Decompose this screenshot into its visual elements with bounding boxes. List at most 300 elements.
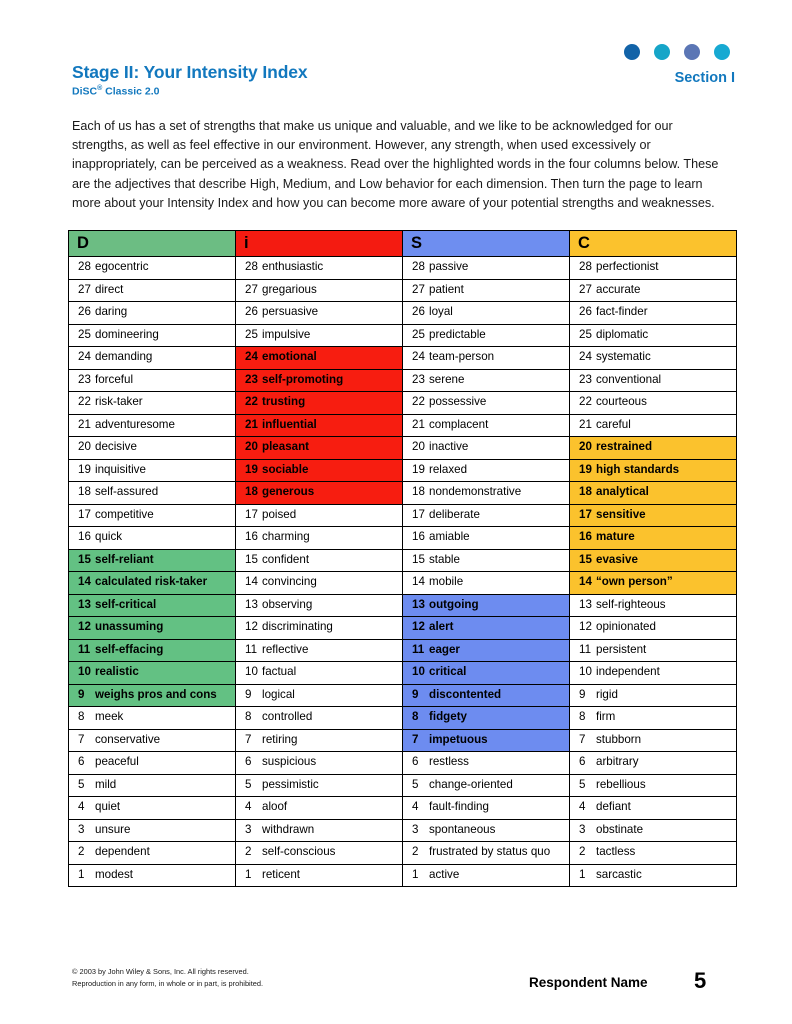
table-row <box>69 842 737 865</box>
cell-number: 9 <box>78 687 85 701</box>
cell-d-24 <box>69 347 236 370</box>
cell-c-1 <box>570 864 737 887</box>
cell-word: charming <box>262 530 310 544</box>
cell-number: 26 <box>78 305 91 319</box>
cell-c-5 <box>570 774 737 797</box>
cell-word: persistent <box>596 642 647 656</box>
cell-number: 21 <box>579 417 592 431</box>
table-row <box>69 549 737 572</box>
cell-word: conservative <box>95 732 161 746</box>
cell-word: sociable <box>262 462 309 476</box>
cell-word: meek <box>95 710 124 724</box>
cell-c-3 <box>570 819 737 842</box>
cell-i-28 <box>236 257 403 280</box>
cell-word: alert <box>429 620 454 634</box>
cell-c-18 <box>570 482 737 505</box>
cell-i-5 <box>236 774 403 797</box>
dot-3-icon <box>684 44 700 60</box>
cell-word: independent <box>596 665 660 679</box>
cell-word: perfectionist <box>596 260 659 274</box>
cell-number: 13 <box>579 597 592 611</box>
cell-word: reticent <box>262 867 301 881</box>
respondent-name-label: Respondent Name <box>529 975 648 990</box>
cell-s-17 <box>403 504 570 527</box>
section-label: Section I <box>674 70 735 86</box>
cell-number: 8 <box>245 710 252 724</box>
cell-word: quick <box>95 530 123 544</box>
cell-word: defiant <box>596 800 631 814</box>
cell-number: 25 <box>78 327 91 341</box>
cell-number: 27 <box>245 282 258 296</box>
cell-word: poised <box>262 507 297 521</box>
cell-c-16 <box>570 527 737 550</box>
cell-d-22 <box>69 392 236 415</box>
cell-word: mobile <box>429 575 464 589</box>
cell-number: 23 <box>78 372 91 386</box>
cell-d-10 <box>69 662 236 685</box>
cell-d-20 <box>69 437 236 460</box>
cell-word: self-effacing <box>95 642 164 656</box>
cell-d-7 <box>69 729 236 752</box>
cell-number: 8 <box>412 710 419 724</box>
cell-word: tactless <box>596 845 636 859</box>
table-row <box>69 662 737 685</box>
cell-c-2 <box>570 842 737 865</box>
table-row <box>69 302 737 325</box>
cell-word: realistic <box>95 665 139 679</box>
cell-s-19 <box>403 459 570 482</box>
cell-word: stable <box>429 552 460 566</box>
cell-d-5 <box>69 774 236 797</box>
cell-s-18 <box>403 482 570 505</box>
cell-word: generous <box>262 485 315 499</box>
cell-d-17 <box>69 504 236 527</box>
table-row <box>69 504 737 527</box>
cell-c-20 <box>570 437 737 460</box>
cell-word: opinionated <box>596 620 656 634</box>
cell-d-25 <box>69 324 236 347</box>
intensity-index-table <box>68 230 737 887</box>
cell-number: 25 <box>579 327 592 341</box>
cell-s-13 <box>403 594 570 617</box>
cell-number: 16 <box>579 530 592 544</box>
table-row <box>69 594 737 617</box>
table-row <box>69 392 737 415</box>
cell-word: trusting <box>262 395 306 409</box>
cell-number: 27 <box>579 282 592 296</box>
cell-word: complacent <box>429 417 489 431</box>
table-row <box>69 414 737 437</box>
cell-number: 17 <box>412 507 425 521</box>
cell-number: 24 <box>412 350 425 364</box>
cell-word: impulsive <box>262 327 311 341</box>
table-row <box>69 707 737 730</box>
dot-2-icon <box>654 44 670 60</box>
cell-word: logical <box>262 687 295 701</box>
cell-i-8 <box>236 707 403 730</box>
cell-number: 14 <box>412 575 425 589</box>
cell-number: 9 <box>579 687 586 701</box>
cell-c-6 <box>570 752 737 775</box>
cell-word: sensitive <box>596 507 646 521</box>
cell-i-15 <box>236 549 403 572</box>
footer-copyright <box>72 966 263 989</box>
cell-word: direct <box>95 282 124 296</box>
intro-paragraph: Each of us has a set of strengths that make us unique and valuable, and we like to be acknowledged for our strengths, as well as feel effective in our environment. However, any strength, when used excessively or inappropriately, can be perceived as a weakness. Read over the highlighted words in the four columns below. These are the adjectives that describe High, Medium, and Low behavior for each dimension. Then turn the page to learn more about your Intensity Index and how you can become more aware of your potential strengths and weaknesses. <box>72 119 719 210</box>
cell-number: 7 <box>78 732 85 746</box>
cell-number: 27 <box>412 282 425 296</box>
cell-word: rebellious <box>596 777 646 791</box>
copyright-line-2: Reproduction in any form, in whole or in part, is prohibited. <box>72 978 264 988</box>
cell-c-22 <box>570 392 737 415</box>
cell-word: diplomatic <box>596 327 649 341</box>
cell-d-18 <box>69 482 236 505</box>
cell-number: 25 <box>412 327 425 341</box>
table-row <box>69 437 737 460</box>
cell-word: inactive <box>429 440 469 454</box>
cell-i-25 <box>236 324 403 347</box>
cell-number: 16 <box>245 530 258 544</box>
cell-number: 2 <box>412 845 419 859</box>
cell-number: 10 <box>78 665 91 679</box>
cell-number: 12 <box>78 620 91 634</box>
cell-word: firm <box>596 710 616 724</box>
cell-word: enthusiastic <box>262 260 324 274</box>
cell-word: demanding <box>95 350 153 364</box>
cell-word: active <box>429 867 460 881</box>
cell-word: suspicious <box>262 755 317 769</box>
cell-d-11 <box>69 639 236 662</box>
table-row <box>69 347 737 370</box>
cell-s-23 <box>403 369 570 392</box>
cell-word: modest <box>95 867 134 881</box>
cell-word: pessimistic <box>262 777 319 791</box>
cell-word: loyal <box>429 305 453 319</box>
intensity-index-table-wrap <box>68 230 736 887</box>
cell-word: observing <box>262 597 313 611</box>
cell-number: 16 <box>412 530 425 544</box>
cell-word: aloof <box>262 800 288 814</box>
table-row <box>69 257 737 280</box>
cell-c-11 <box>570 639 737 662</box>
cell-s-28 <box>403 257 570 280</box>
cell-c-13 <box>570 594 737 617</box>
cell-i-19 <box>236 459 403 482</box>
cell-number: 13 <box>78 597 91 611</box>
cell-number: 3 <box>412 822 419 836</box>
cell-number: 20 <box>245 440 258 454</box>
cell-i-16 <box>236 527 403 550</box>
cell-i-1 <box>236 864 403 887</box>
cell-word: nondemonstrative <box>429 485 522 499</box>
cell-s-25 <box>403 324 570 347</box>
cell-number: 26 <box>412 305 425 319</box>
cell-word: weighs pros and cons <box>95 687 217 701</box>
cell-s-14 <box>403 572 570 595</box>
cell-s-22 <box>403 392 570 415</box>
cell-number: 22 <box>579 395 592 409</box>
cell-word: fact-finder <box>596 305 648 319</box>
cell-word: controlled <box>262 710 313 724</box>
cell-number: 9 <box>412 687 419 701</box>
cell-s-8 <box>403 707 570 730</box>
cell-word: mild <box>95 777 117 791</box>
cell-number: 5 <box>579 777 586 791</box>
cell-word: careful <box>596 417 631 431</box>
cell-d-13 <box>69 594 236 617</box>
cell-i-3 <box>236 819 403 842</box>
cell-word: rigid <box>596 687 618 701</box>
cell-number: 28 <box>412 260 425 274</box>
cell-number: 14 <box>78 575 91 589</box>
cell-word: accurate <box>596 282 641 296</box>
cell-word: emotional <box>262 350 317 364</box>
cell-word: patient <box>429 282 464 296</box>
dot-1-icon <box>624 44 640 60</box>
cell-number: 28 <box>579 260 592 274</box>
cell-number: 1 <box>579 867 586 881</box>
cell-number: 2 <box>245 845 252 859</box>
column-header-i: i <box>236 231 403 257</box>
cell-number: 1 <box>245 867 252 881</box>
cell-word: restrained <box>596 440 653 454</box>
cell-number: 11 <box>245 642 258 656</box>
table-row <box>69 459 737 482</box>
cell-number: 8 <box>579 710 586 724</box>
cell-word: influential <box>262 417 317 431</box>
cell-word: self-promoting <box>262 372 344 386</box>
cell-word: quiet <box>95 800 121 814</box>
cell-number: 6 <box>412 755 419 769</box>
cell-word: retiring <box>262 732 298 746</box>
cell-word: impetuous <box>429 732 488 746</box>
cell-word: courteous <box>596 395 647 409</box>
table-row <box>69 797 737 820</box>
cell-d-26 <box>69 302 236 325</box>
copyright-line-1: © 2003 by John Wiley & Sons, Inc. All rights reserved. <box>72 967 249 976</box>
cell-number: 28 <box>245 260 258 274</box>
cell-word: analytical <box>596 485 649 499</box>
cell-s-3 <box>403 819 570 842</box>
cell-number: 6 <box>579 755 586 769</box>
cell-word: passive <box>429 260 469 274</box>
cell-number: 1 <box>412 867 419 881</box>
cell-number: 26 <box>579 305 592 319</box>
cell-i-26 <box>236 302 403 325</box>
cell-number: 19 <box>579 462 592 476</box>
page-title: Stage II: Your Intensity Index <box>72 62 308 82</box>
table-row <box>69 774 737 797</box>
cell-number: 6 <box>245 755 252 769</box>
cell-number: 13 <box>245 597 258 611</box>
cell-number: 25 <box>245 327 258 341</box>
cell-word: predictable <box>429 327 486 341</box>
cell-number: 5 <box>245 777 252 791</box>
cell-number: 19 <box>78 462 91 476</box>
cell-number: 21 <box>245 417 258 431</box>
cell-number: 4 <box>78 800 85 814</box>
table-row <box>69 279 737 302</box>
cell-s-11 <box>403 639 570 662</box>
cell-number: 22 <box>78 395 91 409</box>
cell-s-20 <box>403 437 570 460</box>
cell-number: 15 <box>412 552 425 566</box>
cell-c-21 <box>570 414 737 437</box>
cell-number: 21 <box>78 417 91 431</box>
cell-d-21 <box>69 414 236 437</box>
cell-word: daring <box>95 305 128 319</box>
cell-c-25 <box>570 324 737 347</box>
cell-number: 19 <box>412 462 425 476</box>
cell-s-6 <box>403 752 570 775</box>
cell-number: 20 <box>78 440 91 454</box>
cell-number: 17 <box>245 507 258 521</box>
cell-number: 11 <box>579 642 592 656</box>
cell-i-6 <box>236 752 403 775</box>
cell-word: critical <box>429 665 467 679</box>
dot-4-icon <box>714 44 730 60</box>
cell-s-7 <box>403 729 570 752</box>
table-row <box>69 684 737 707</box>
cell-number: 26 <box>245 305 258 319</box>
cell-word: fidgety <box>429 710 468 724</box>
cell-number: 12 <box>412 620 425 634</box>
cell-word: egocentric <box>95 260 149 274</box>
cell-d-14 <box>69 572 236 595</box>
cell-number: 17 <box>78 507 91 521</box>
table-row <box>69 482 737 505</box>
cell-d-8 <box>69 707 236 730</box>
table-row <box>69 729 737 752</box>
cell-i-22 <box>236 392 403 415</box>
subtitle-version: Classic 2.0 <box>102 85 160 98</box>
cell-c-14 <box>570 572 737 595</box>
cell-i-13 <box>236 594 403 617</box>
cell-number: 7 <box>579 732 586 746</box>
cell-number: 12 <box>245 620 258 634</box>
page-number: 5 <box>694 968 707 993</box>
cell-number: 15 <box>245 552 258 566</box>
cell-word: stubborn <box>596 732 642 746</box>
cell-number: 11 <box>78 642 91 656</box>
cell-i-27 <box>236 279 403 302</box>
subtitle-brand: DiSC <box>72 85 98 98</box>
cell-c-23 <box>570 369 737 392</box>
cell-i-23 <box>236 369 403 392</box>
cell-number: 14 <box>245 575 258 589</box>
cell-s-12 <box>403 617 570 640</box>
table-header-row <box>69 231 737 257</box>
cell-i-4 <box>236 797 403 820</box>
cell-c-26 <box>570 302 737 325</box>
cell-word: deliberate <box>429 507 480 521</box>
cell-i-12 <box>236 617 403 640</box>
cell-word: self-righteous <box>596 597 666 611</box>
cell-word: confident <box>262 552 310 566</box>
cell-word: decisive <box>95 440 137 454</box>
cell-number: 18 <box>245 485 258 499</box>
cell-word: risk-taker <box>95 395 143 409</box>
cell-word: systematic <box>596 350 651 364</box>
cell-word: team-person <box>429 350 495 364</box>
cell-number: 4 <box>245 800 252 814</box>
cell-word: fault-finding <box>429 800 489 814</box>
cell-word: adventuresome <box>95 417 175 431</box>
cell-s-21 <box>403 414 570 437</box>
cell-number: 23 <box>245 372 258 386</box>
cell-d-28 <box>69 257 236 280</box>
cell-number: 9 <box>245 687 252 701</box>
header-dot-group <box>624 44 730 60</box>
cell-d-12 <box>69 617 236 640</box>
cell-word: unassuming <box>95 620 164 634</box>
cell-number: 23 <box>412 372 425 386</box>
cell-word: eager <box>429 642 460 656</box>
cell-number: 2 <box>579 845 586 859</box>
cell-word: peaceful <box>95 755 139 769</box>
cell-number: 27 <box>78 282 91 296</box>
cell-word: possessive <box>429 395 487 409</box>
cell-number: 20 <box>579 440 592 454</box>
cell-number: 24 <box>245 350 258 364</box>
cell-d-23 <box>69 369 236 392</box>
cell-word: persuasive <box>262 305 319 319</box>
cell-d-19 <box>69 459 236 482</box>
cell-number: 23 <box>579 372 592 386</box>
cell-c-7 <box>570 729 737 752</box>
cell-number: 17 <box>579 507 592 521</box>
cell-word: conventional <box>596 372 662 386</box>
cell-number: 6 <box>78 755 85 769</box>
cell-i-21 <box>236 414 403 437</box>
cell-d-1 <box>69 864 236 887</box>
cell-number: 8 <box>78 710 85 724</box>
cell-s-15 <box>403 549 570 572</box>
cell-number: 14 <box>579 575 592 589</box>
cell-number: 18 <box>412 485 425 499</box>
cell-number: 24 <box>78 350 91 364</box>
cell-c-28 <box>570 257 737 280</box>
cell-word: competitive <box>95 507 154 521</box>
cell-i-24 <box>236 347 403 370</box>
cell-word: forceful <box>95 372 134 386</box>
cell-d-27 <box>69 279 236 302</box>
cell-word: convincing <box>262 575 317 589</box>
column-header-s: S <box>403 231 570 257</box>
cell-number: 28 <box>78 260 91 274</box>
cell-number: 15 <box>78 552 91 566</box>
cell-s-27 <box>403 279 570 302</box>
cell-i-2 <box>236 842 403 865</box>
cell-word: domineering <box>95 327 159 341</box>
cell-i-10 <box>236 662 403 685</box>
cell-number: 12 <box>579 620 592 634</box>
cell-c-17 <box>570 504 737 527</box>
registered-mark-icon: ® <box>97 85 103 93</box>
cell-d-4 <box>69 797 236 820</box>
cell-i-14 <box>236 572 403 595</box>
cell-number: 2 <box>78 845 85 859</box>
table-row <box>69 819 737 842</box>
table-body <box>69 257 737 887</box>
cell-d-6 <box>69 752 236 775</box>
cell-number: 1 <box>78 867 85 881</box>
cell-s-4 <box>403 797 570 820</box>
table-row <box>69 864 737 887</box>
cell-word: amiable <box>429 530 470 544</box>
cell-number: 19 <box>245 462 258 476</box>
cell-number: 10 <box>412 665 425 679</box>
